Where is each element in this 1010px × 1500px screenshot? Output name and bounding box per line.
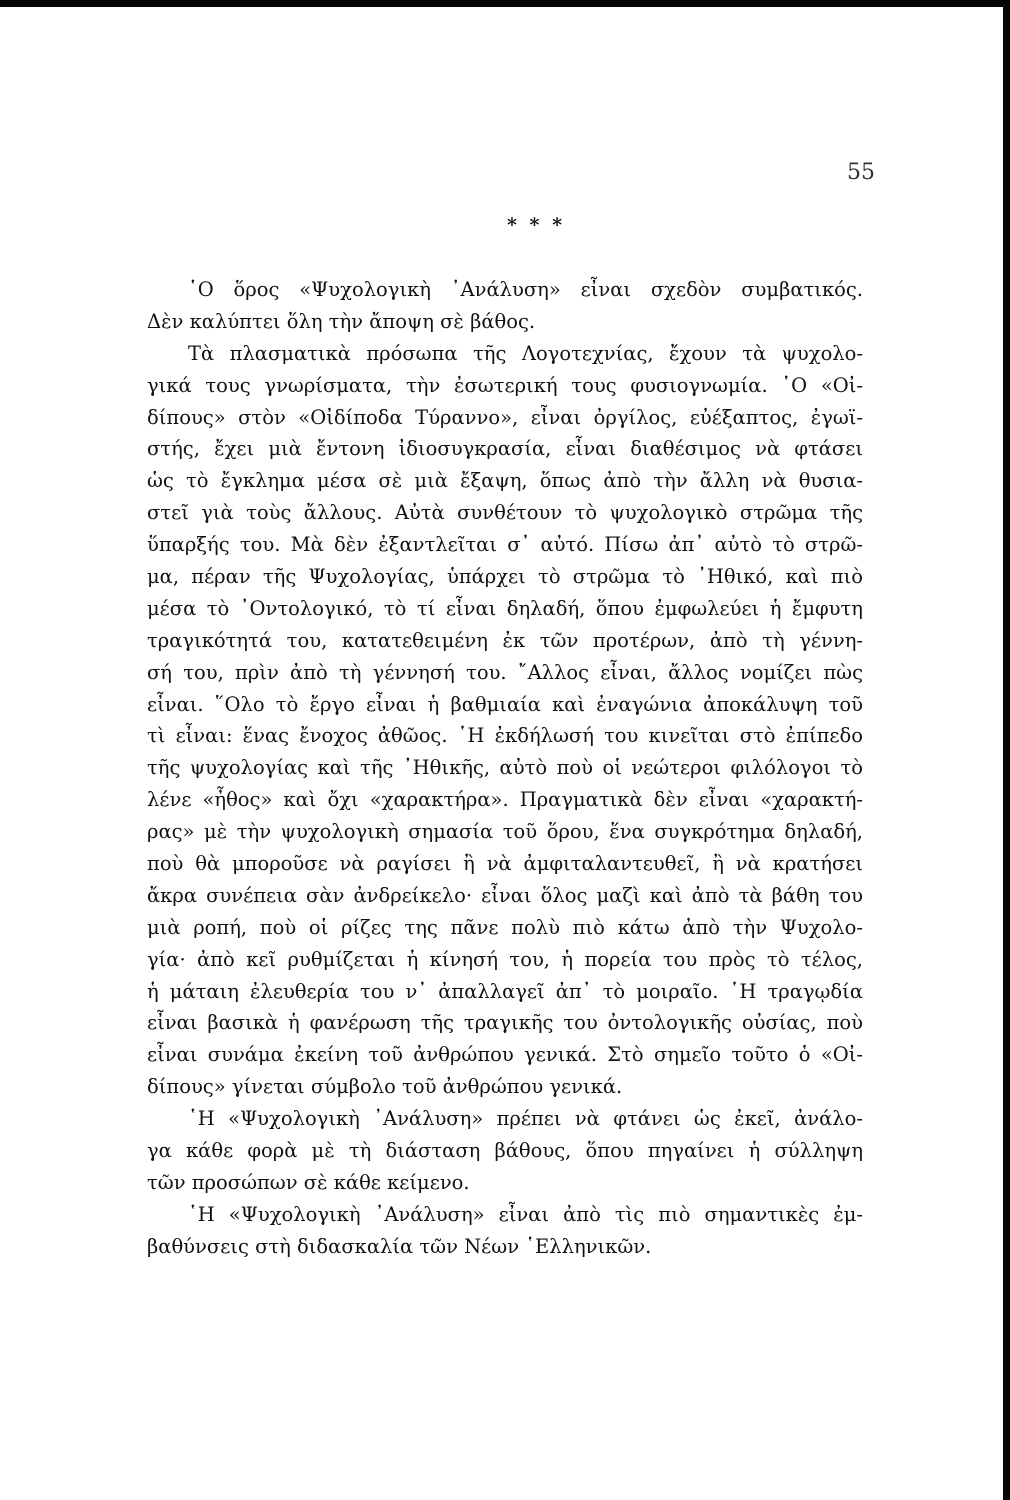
text-line: στεῖ γιὰ τοὺς ἄλλους. Αὐτὰ συνθέτουν τὸ ψυχολογικὸ στρῶμα τῆς [147,501,863,525]
text-line: ῾Η «Ψυχολογικὴ ᾿Ανάλυση» πρέπει νὰ φτάνει ὡς ἐκεῖ, ἀνάλο- [188,1107,863,1131]
text-line: δίπους» στὸν «Οἰδίποδα Τύραννο», εἶναι ὀργίλος, εὐέξαπτος, ἐγωϊ- [147,405,863,429]
text-line: λένε «ἦθος» καὶ ὄχι «χαρακτήρα». Πραγματικὰ δὲν εἶναι «χαρακτή- [147,788,863,812]
text-line: τῶν προσώπων σὲ κάθε κείμενο. [147,1170,470,1194]
text-line: ῾Ο ὅρος «Ψυχολογικὴ ᾿Ανάλυση» εἶναι σχεδὸν συμβατικός. [188,278,863,301]
scan-top-border [0,0,1010,7]
text-line: ὡς τὸ ἔγκλημα μέσα σὲ μιὰ ἔξαψη, ὅπως ἀπὸ τὴν ἄλλη νὰ θυσια- [147,469,863,493]
text-line: ῾Η «Ψυχολογικὴ ᾿Ανάλυση» εἶναι ἀπὸ τὶς πιὸ σημαντικὲς ἐμ- [188,1202,863,1226]
text-line: Τὰ πλασματικὰ πρόσωπα τῆς Λογοτεχνίας, ἔχουν τὰ ψυχολο- [188,341,863,365]
section-ornament: * * * [506,214,566,236]
text-line: εἶναι. ῞Ολο τὸ ἔργο εἶναι ἡ βαθμιαία καὶ ἐναγώνια ἀποκάλυψη τοῦ [147,692,863,716]
page-number: 55 [847,160,875,185]
text-line: ρας» μὲ τὴν ψυχολογικὴ σημασία τοῦ ὅρου, ἕνα συγκρότημα δηλαδή, [147,820,863,844]
text-line: μα, πέραν τῆς Ψυχολογίας, ὑπάρχει τὸ στρῶμα τὸ ᾿Ηθικό, καὶ πιὸ [147,565,863,589]
text-line: ἄκρα συνέπεια σὰν ἀνδρείκελο· εἶναι ὅλος μαζὶ καὶ ἀπὸ τὰ βάθη του [147,883,863,907]
text-line: γικά τους γνωρίσματα, τὴν ἐσωτερική τους φυσιογνωμία. ῾Ο «Οἰ- [147,373,863,397]
text-line: εἶναι συνάμα ἐκείνη τοῦ ἀνθρώπου γενικά. Στὸ σημεῖο τοῦτο ὁ «Οἰ- [147,1043,863,1067]
body-text [147,274,863,1263]
text-line: στής, ἔχει μιὰ ἔντονη ἰδιοσυγκρασία, εἶναι διαθέσιμος νὰ φτάσει [147,437,863,461]
text-line: ποὺ θὰ μποροῦσε νὰ ραγίσει ἢ νὰ ἀμφιταλαντευθεῖ, ἢ νὰ κρατήσει [147,852,863,876]
text-line: σή του, πρὶν ἀπὸ τὴ γέννησή του. ῎Αλλος εἶναι, ἄλλος νομίζει πὼς [147,660,863,684]
text-line: δίπους» γίνεται σύμβολο τοῦ ἀνθρώπου γενικά. [147,1075,623,1099]
text-line: ἡ μάταιη ἐλευθερία του ν᾿ ἀπαλλαγεῖ ἀπ᾿ τὸ μοιραῖο. ῾Η τραγῳδία [147,979,863,1003]
text-line: μέσα τὸ ᾿Οντολογικό, τὸ τί εἶναι δηλαδή, ὅπου ἐμφωλεύει ἡ ἔμφυτη [147,596,863,620]
text-line: Δὲν καλύπτει ὅλη τὴν ἄποψη σὲ βάθος. [147,309,536,333]
text-line: ὕπαρξής του. Μὰ δὲν ἐξαντλεῖται σ᾿ αὐτό. Πίσω ἀπ᾿ αὐτὸ τὸ στρῶ- [147,533,863,557]
text-line: τὶ εἶναι: ἕνας ἔνοχος ἀθῶος. ῾Η ἐκδήλωσή του κινεῖται στὸ ἐπίπεδο [147,724,863,748]
text-line: τῆς ψυχολογίας καὶ τῆς ᾿Ηθικῆς, αὐτὸ ποὺ οἱ νεώτεροι φιλόλογοι τὸ [147,756,863,780]
text-line: μιὰ ροπή, ποὺ οἱ ρίζες της πᾶνε πολὺ πιὸ κάτω ἀπὸ τὴν Ψυχολο- [147,915,863,939]
text-line: βαθύνσεις στὴ διδασκαλία τῶν Νέων ῾Ελληνικῶν. [147,1234,652,1258]
text-line: τραγικότητά του, κατατεθειμένη ἐκ τῶν προτέρων, ἀπὸ τὴ γέννη- [147,628,863,652]
text-line: εἶναι βασικὰ ἡ φανέρωση τῆς τραγικῆς του ὀντολογικῆς οὐσίας, ποὺ [147,1011,863,1035]
text-line: γία· ἀπὸ κεῖ ρυθμίζεται ἡ κίνησή του, ἡ πορεία του πρὸς τὸ τέλος, [147,947,863,971]
text-line: γα κάθε φορὰ μὲ τὴ διάσταση βάθους, ὅπου πηγαίνει ἡ σύλληψη [147,1139,863,1163]
